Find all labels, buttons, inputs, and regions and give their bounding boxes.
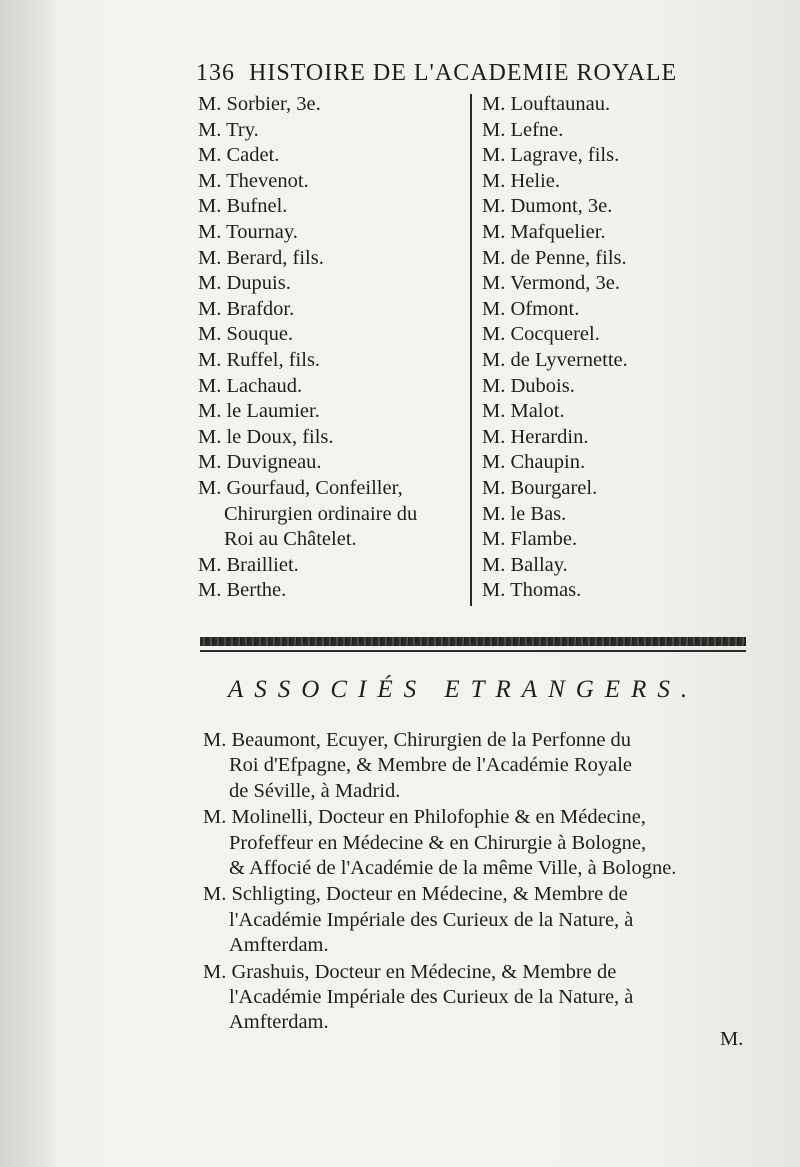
associate-entry: [203, 882, 748, 958]
member-entry: M. Berthe.: [198, 579, 287, 602]
section-rule: [200, 650, 746, 652]
member-entry: M. Brailliet.: [198, 553, 299, 576]
member-entry: M. Cadet.: [198, 144, 280, 167]
member-entry: M. Flambe.: [482, 528, 578, 551]
associate-entry: [203, 960, 748, 1036]
member-entry: M. Lefne.: [482, 118, 564, 141]
associate-entry: [203, 728, 748, 804]
member-entry: M. Thevenot.: [198, 169, 309, 192]
member-entry: M. Mafquelier.: [482, 220, 606, 243]
member-entry: M. Herardin.: [482, 425, 589, 448]
member-entry: M. Brafdor.: [198, 297, 295, 320]
member-entry: M. Sorbier, 3e.: [198, 93, 321, 115]
running-title: HISTOIRE DE L'ACADEMIE ROYALE: [249, 60, 678, 86]
member-entry: M. Chaupin.: [482, 451, 586, 474]
member-entry: M. Try.: [198, 118, 259, 141]
page-edge-shadow: [0, 0, 60, 1167]
associate-line: l'Académie Impériale des Curieux de la Nature, à: [229, 908, 634, 931]
associate-line: Profeffeur en Médecine & en Chirurgie à Bologne,: [229, 831, 647, 854]
member-entry: M. de Lyvernette.: [482, 348, 628, 371]
associates-list: [203, 728, 748, 1037]
associate-line: M. Schligting, Docteur en Médecine, & Membre de: [203, 883, 628, 906]
member-entry: M. Dumont, 3e.: [482, 195, 613, 218]
ornamental-rule: [200, 637, 746, 646]
member-entry: M. Louftaunau.: [482, 93, 611, 115]
member-entry: M. Thomas.: [482, 579, 582, 602]
member-entry: M. Cocquerel.: [482, 323, 600, 346]
member-entry: M. Bourgarel.: [482, 476, 598, 499]
member-entry: M. Dupuis.: [198, 272, 291, 295]
members-column-right: [482, 92, 742, 604]
running-head: [196, 60, 706, 90]
member-entry: M. Ofmont.: [482, 297, 580, 320]
member-entry: M. Lagrave, fils.: [482, 144, 620, 167]
associate-line: Amfterdam.: [229, 934, 329, 957]
member-entry: M. Lachaud.: [198, 374, 303, 397]
associate-line: Amfterdam.: [229, 1011, 329, 1034]
page-number: 136: [196, 60, 235, 86]
associate-line: l'Académie Impériale des Curieux de la Nature, à: [229, 986, 634, 1009]
associate-line: Roi d'Efpagne, & Membre de l'Académie Royale: [229, 754, 633, 777]
member-entry: M. Ballay.: [482, 553, 568, 576]
member-entry: M. Gourfaud, Confeiller,: [198, 476, 403, 499]
associate-line: & Affocié de l'Académie de la même Ville, à Bologne.: [229, 857, 677, 880]
members-column-left: [198, 92, 466, 604]
member-entry: M. Berard, fils.: [198, 246, 324, 269]
member-entry: M. Vermond, 3e.: [482, 272, 620, 295]
member-entry: M. Duvigneau.: [198, 451, 322, 474]
catchword: M.: [720, 1028, 744, 1050]
member-entry: M. Ruffel, fils.: [198, 348, 321, 371]
associate-line: de Séville, à Madrid.: [229, 779, 401, 802]
member-entry: M. Dubois.: [482, 374, 575, 397]
member-entry: M. de Penne, fils.: [482, 246, 627, 269]
member-entry: M. le Bas.: [482, 502, 567, 525]
member-entry: M. Tournay.: [198, 220, 298, 243]
column-divider: [470, 94, 472, 606]
member-entry-continued: Chirurgien ordinaire du: [224, 502, 418, 525]
member-entry: M. Bufnel.: [198, 195, 288, 218]
associate-line: M. Beaumont, Ecuyer, Chirurgien de la Perfonne du: [203, 729, 632, 751]
associate-line: M. Grashuis, Docteur en Médecine, & Membre de: [203, 960, 617, 983]
associate-line: M. Molinelli, Docteur en Philofophie & en Médecine,: [203, 806, 646, 829]
member-entry: M. Souque.: [198, 323, 294, 346]
member-entry-continued: Roi au Châtelet.: [224, 528, 357, 551]
member-entry: M. Helie.: [482, 169, 560, 192]
member-entry: M. Malot.: [482, 400, 565, 423]
member-entry: M. le Laumier.: [198, 400, 320, 423]
section-title: ASSOCIÉS ETRANGERS.: [228, 676, 699, 703]
member-entry: M. le Doux, fils.: [198, 425, 334, 448]
associate-entry: [203, 805, 748, 881]
